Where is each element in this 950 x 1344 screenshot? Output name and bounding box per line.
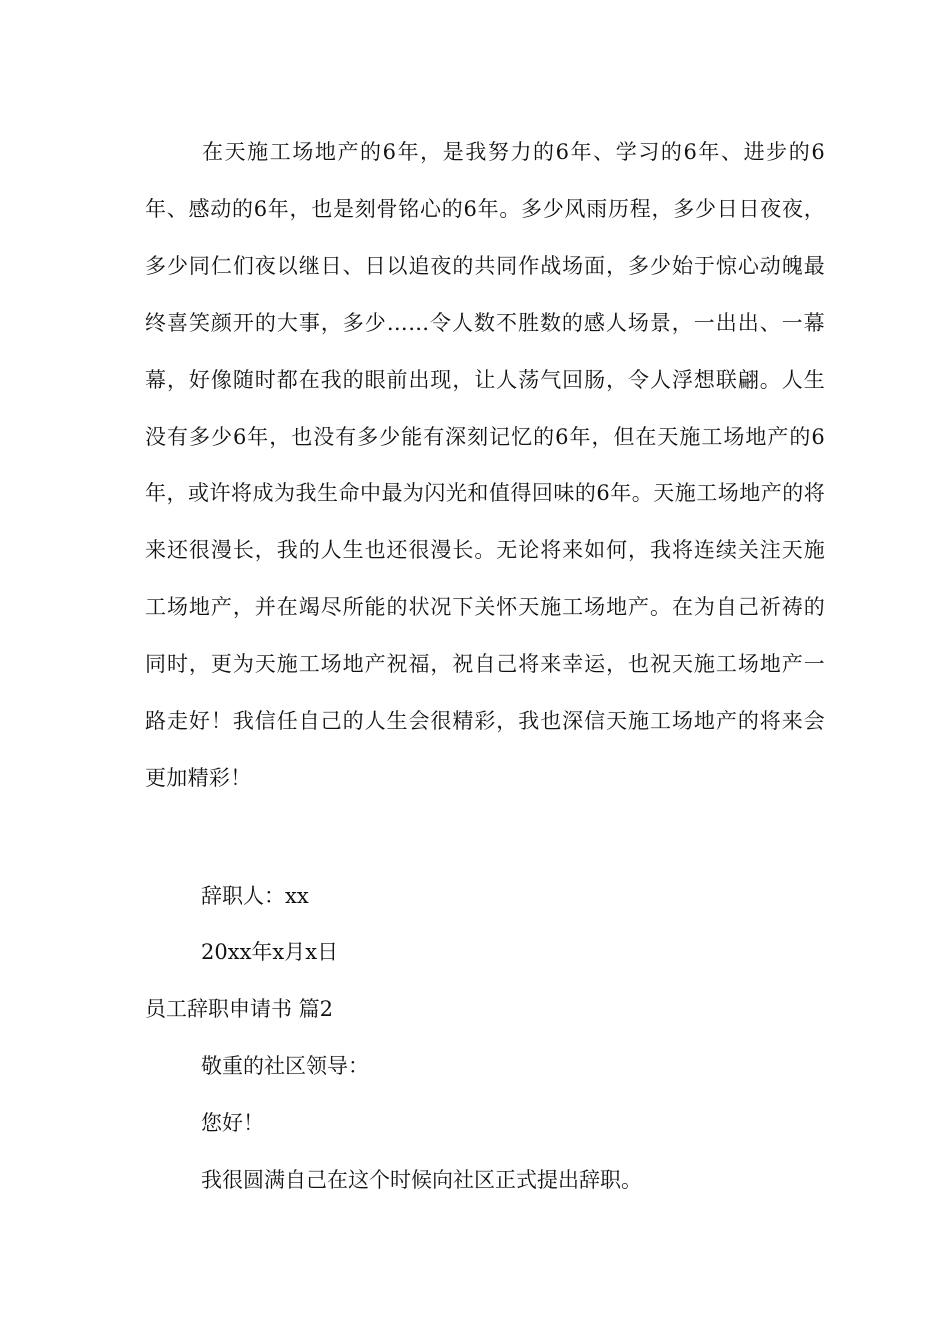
opening-sentence: 我很圆满自己在这个时候向社区正式提出辞职。 bbox=[201, 1168, 642, 1192]
greeting-line: 您好！ bbox=[201, 1111, 264, 1135]
salutation-line: 敬重的社区领导： bbox=[201, 1054, 369, 1078]
section-heading: 员工辞职申请书 篇2 bbox=[145, 997, 334, 1021]
signature-line: 辞职人：xx bbox=[201, 884, 309, 908]
date-line: 20xx年x月x日 bbox=[201, 940, 339, 964]
body-paragraph: 在天施工场地产的6年，是我努力的6年、学习的6年、进步的6年、感动的6年，也是刻骨铭心的6年。多少风雨历程，多少日日夜夜，多少同仁们夜以继日、日以追夜的共同作战场面，多少始于惊心动魄最终喜笑颜开的大事，多少……令人数不胜数的感人场景，一出出、一幕幕，好像随时都在我的眼前出现，让人荡气回肠，令人浮想联翩。人生没有多少6年，也没有多少能有深刻记忆的6年，但在天施工场地产的6年，或许将成为我生命中最为闪光和值得回味的6年。天施工场地产的将来还很漫长，我的人生也还很漫长。无论将来如何，我将连续关注天施工场地产，并在竭尽所能的状况下关怀天施工场地产。在为自己祈祷的同时，更为天施工场地产祝福，祝自己将来幸运，也祝天施工场地产一路走好！我信任自己的人生会很精彩，我也深信天施工场地产的将来会更加精彩！ bbox=[145, 140, 825, 790]
